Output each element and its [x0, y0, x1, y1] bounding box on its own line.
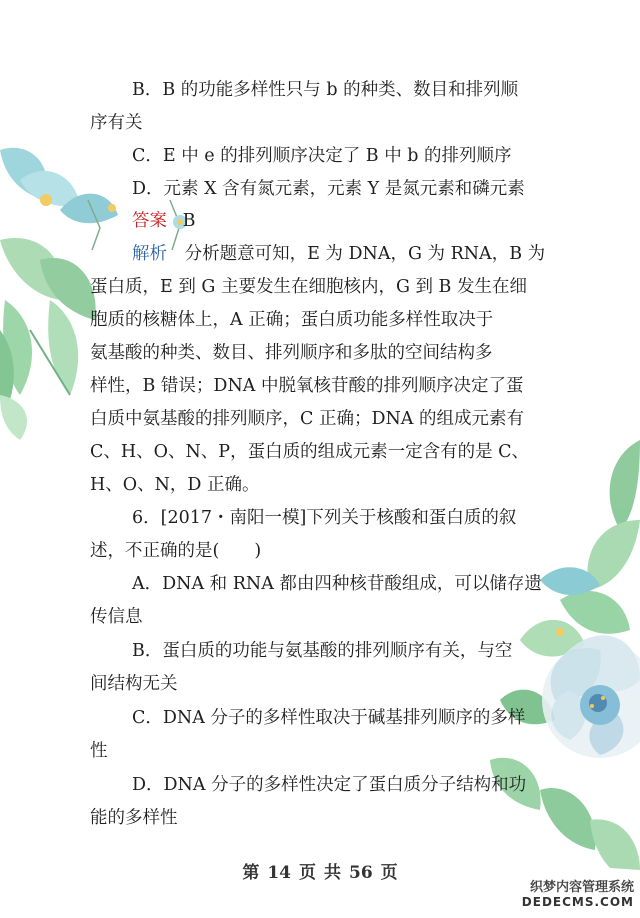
watermark-line-1: 织梦内容管理系统 — [529, 880, 634, 895]
option-d2-line-1: D．DNA 分子的多样性决定了蛋白质分子结构和功 — [132, 775, 527, 795]
option-b2-line-2: 间结构无关 — [90, 674, 178, 694]
footer-total-pages: 56 — [349, 863, 373, 883]
option-c-line: C．E 中 e 的排列顺序决定了 B 中 b 的排列顺序 — [132, 146, 512, 166]
option-a-line-2: 传信息 — [90, 607, 143, 627]
watermark-line-2: DEDECMS.COM — [521, 895, 634, 909]
analysis-label: 解析 — [132, 244, 167, 264]
watermark — [522, 880, 634, 910]
option-b-line-2: 序有关 — [90, 113, 143, 133]
answer-label: 答案 — [132, 211, 167, 231]
analysis-line-3: 氨基酸的种类、数目、排列顺序和多肽的空间结构多 — [90, 343, 493, 363]
answer-row — [132, 207, 195, 235]
analysis-line-6: C、H、O、N、P，蛋白质的组成元素一定含有的是 C、 — [90, 442, 530, 462]
footer-word-2: 页 — [299, 863, 316, 883]
option-d2-line-2: 能的多样性 — [90, 808, 178, 828]
analysis-line-5: 白质中氨基酸的排列顺序，C 正确；DNA 的组成元素有 — [90, 409, 524, 429]
option-a-line-1: A．DNA 和 RNA 都由四种核苷酸组成，可以储存遗 — [132, 574, 542, 594]
option-c2-line-1: C．DNA 分子的多样性取决于碱基排列顺序的多样 — [132, 708, 526, 728]
analysis-first-line: 分析题意可知，E 为 DNA，G 为 RNA，B 为 — [184, 244, 546, 264]
analysis-line-2: 胞质的核糖体上，A 正确；蛋白质功能多样性取决于 — [90, 310, 494, 330]
footer-word-1: 第 — [242, 863, 260, 883]
question-6-line-1: 6．[2017・南阳一模]下列关于核酸和蛋白质的叙 — [132, 508, 517, 528]
option-d-line: D．元素 X 含有氮元素，元素 Y 是氮元素和磷元素 — [132, 179, 525, 199]
analysis-row — [132, 240, 545, 268]
question-6-line-2: 述，不正确的是( ) — [90, 541, 262, 561]
option-b-line-1: B．B 的功能多样性只与 b 的种类、数目和排列顺 — [132, 80, 519, 100]
analysis-line-4: 样性，B 错误；DNA 中脱氧核苷酸的排列顺序决定了蛋 — [90, 376, 524, 396]
footer-page-number: 14 — [267, 863, 291, 883]
answer-value: B — [182, 211, 196, 231]
analysis-line-7: H、O、N，D 正确。 — [90, 475, 260, 495]
option-c2-line-2: 性 — [90, 741, 108, 761]
analysis-line-1: 蛋白质，E 到 G 主要发生在细胞核内，G 到 B 发生在细 — [90, 277, 527, 297]
option-b2-line-1: B．蛋白质的功能与氨基酸的排列顺序有关，与空 — [132, 641, 513, 661]
footer-word-4: 页 — [380, 863, 398, 883]
footer-word-3: 共 — [324, 863, 341, 883]
